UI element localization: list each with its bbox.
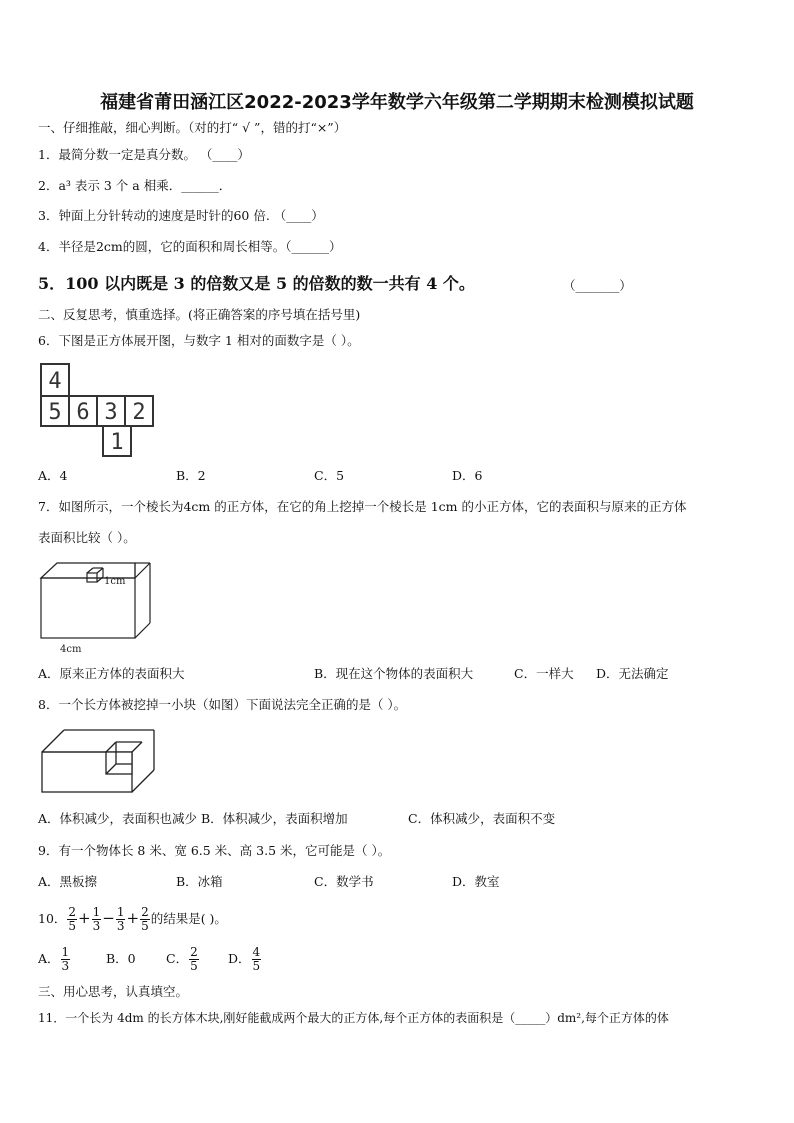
q10-option-d-num: 4 bbox=[252, 945, 261, 959]
q7-option-b: B．现在这个物体的表面积大 bbox=[314, 666, 474, 681]
q9-option-b: B．冰箱 bbox=[176, 874, 223, 889]
label-1cm: 1cm bbox=[104, 576, 126, 587]
q7-option-d: D．无法确定 bbox=[596, 666, 669, 681]
q10-frac-3-num: 1 bbox=[116, 905, 125, 919]
q7-option-a: A．原来正方体的表面积大 bbox=[38, 666, 185, 681]
question-6: 6．下图是正方体展开图，与数字 1 相对的面数字是（ ）。 bbox=[38, 333, 360, 348]
q10-option-c-den: 5 bbox=[190, 959, 198, 973]
q10-option-a-label: A． bbox=[38, 951, 60, 966]
q10-frac-1-num: 2 bbox=[68, 905, 77, 919]
q10-op-3: + bbox=[126, 909, 140, 927]
net-label-3: 3 bbox=[104, 400, 118, 425]
net-label-6: 6 bbox=[76, 400, 90, 425]
cube-front-face bbox=[41, 578, 135, 638]
q10-option-c-label: C． bbox=[166, 951, 189, 966]
net-label-5: 5 bbox=[48, 400, 62, 425]
q10-option-c-frac bbox=[189, 946, 199, 973]
q8-option-c: C．体积减少，表面积不变 bbox=[408, 811, 556, 826]
q10-frac-4-num: 2 bbox=[141, 905, 149, 919]
q10-option-a bbox=[38, 942, 71, 976]
q10-frac-3-den: 3 bbox=[116, 919, 125, 933]
q10-frac-2 bbox=[92, 906, 102, 933]
question-7-line-1: 7．如图所示，一个棱长为4cm 的正方体，在它的角上挖掉一个棱长是 1cm 的小正方体，它的表面积与原来的正方体 bbox=[38, 499, 687, 514]
question-3: 3．钟面上分针转动的速度是时针的60 倍. （____） bbox=[38, 208, 324, 223]
q10-option-c bbox=[166, 942, 200, 976]
question-10 bbox=[38, 901, 227, 935]
question-11: 11．一个长为 4dm 的长方体木块,刚好能截成两个最大的正方体,每个正方体的表面积是（_____）dm²,每个正方体的体 bbox=[38, 1011, 669, 1025]
q10-frac-4-den: 5 bbox=[141, 919, 149, 933]
net-label-1: 1 bbox=[110, 430, 124, 455]
cube-net-figure bbox=[38, 362, 168, 462]
page-title: 福建省莆田涵江区2022-2023学年数学六年级第二学期期末检测模拟试题 bbox=[100, 92, 694, 113]
net-label-4: 4 bbox=[48, 369, 62, 394]
q6-option-a: A．4 bbox=[38, 468, 68, 483]
cuboid-with-notch-figure bbox=[40, 728, 160, 800]
section-1-heading: 一、仔细推敲，细心判断。（对的打“ √ ”，错的打“×”） bbox=[38, 120, 347, 135]
section-3-heading: 三、用心思考，认真填空。 bbox=[38, 984, 189, 999]
q9-option-c: C．数学书 bbox=[314, 874, 374, 889]
q6-option-c: C．5 bbox=[314, 468, 345, 483]
question-9: 9．有一个物体长 8 米、宽 6.5 米、高 3.5 米，它可能是（ ）。 bbox=[38, 843, 391, 858]
q10-frac-2-den: 3 bbox=[92, 919, 101, 933]
q10-number: 10． bbox=[38, 911, 67, 926]
q10-option-d-den: 5 bbox=[252, 959, 261, 973]
q10-option-d-label: D． bbox=[228, 951, 251, 966]
q9-option-a: A．黑板擦 bbox=[38, 874, 98, 889]
q10-option-a-num: 1 bbox=[61, 945, 70, 959]
question-2: 2．a³ 表示 3 个 a 相乘．______． bbox=[38, 178, 232, 193]
q10-frac-3 bbox=[116, 906, 126, 933]
question-4: 4．半径是2cm的圆，它的面积和周长相等。（______） bbox=[38, 239, 342, 254]
q10-op-1: + bbox=[78, 909, 91, 927]
question-8: 8．一个长方体被挖掉一小块（如图）下面说法完全正确的是（ ）。 bbox=[38, 697, 407, 712]
q6-option-b: B．2 bbox=[176, 468, 206, 483]
question-5: 5．100 以内既是 3 的倍数又是 5 的倍数的数一共有 4 个。 bbox=[38, 274, 475, 293]
q10-frac-2-num: 1 bbox=[92, 905, 101, 919]
q8-option-a-b: A．体积减少，表面积也减少 B．体积减少，表面积增加 bbox=[38, 811, 348, 826]
q10-option-a-frac bbox=[61, 946, 71, 973]
q10-frac-1-den: 5 bbox=[68, 919, 77, 933]
question-7-line-2: 表面积比较（ ）。 bbox=[38, 530, 136, 545]
section-2-heading: 二、反复思考，慎重选择。(将正确答案的序号填在括号里) bbox=[38, 307, 361, 322]
cube-with-notch-figure bbox=[38, 560, 148, 655]
q9-option-d: D．教室 bbox=[452, 874, 500, 889]
q10-option-b: B．0 bbox=[106, 951, 136, 966]
q10-option-d-frac bbox=[252, 946, 262, 973]
question-5-blank: （_______） bbox=[563, 278, 632, 293]
q7-option-c: C．一样大 bbox=[514, 666, 574, 681]
question-1: 1．最简分数一定是真分数。 （____） bbox=[38, 147, 250, 162]
q10-suffix: 的结果是( )。 bbox=[150, 911, 227, 926]
q10-frac-4 bbox=[140, 906, 150, 933]
q10-frac-1 bbox=[67, 906, 77, 933]
label-4cm: 4cm bbox=[60, 644, 82, 655]
q10-option-a-den: 3 bbox=[61, 959, 70, 973]
q10-op-2: − bbox=[102, 909, 115, 927]
q10-option-c-num: 2 bbox=[190, 945, 198, 959]
q10-option-d bbox=[228, 942, 262, 976]
net-label-2: 2 bbox=[132, 400, 146, 425]
q6-option-d: D．6 bbox=[452, 468, 483, 483]
